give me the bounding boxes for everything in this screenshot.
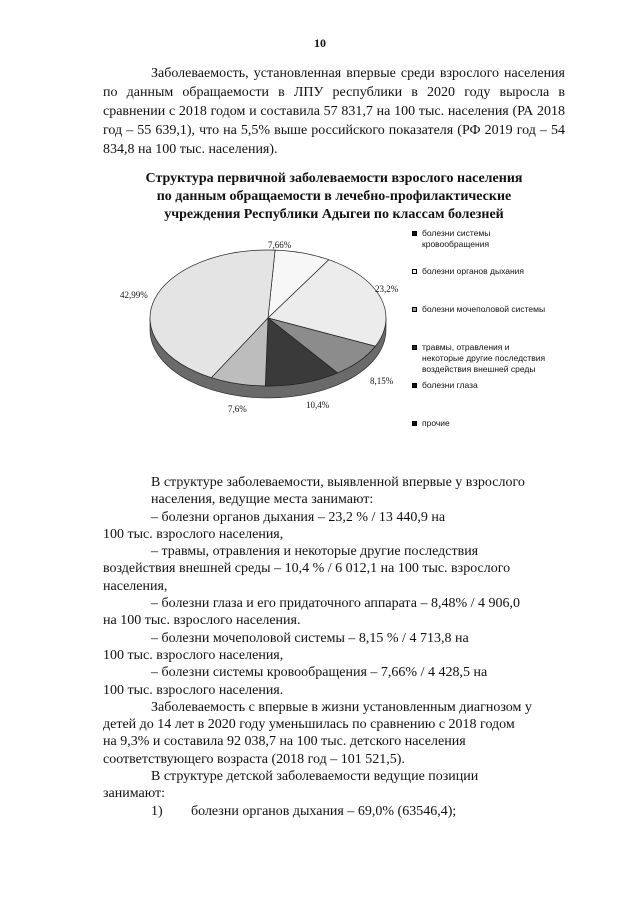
body-line: 100 тыс. взрослого населения. xyxy=(103,682,284,698)
legend-swatch xyxy=(412,383,417,388)
legend-label: болезни органов дыхания xyxy=(422,266,524,276)
legend-swatch xyxy=(412,345,417,350)
body-line: соответствующего возраста (2018 год – 101 521,5). xyxy=(103,751,405,767)
page-number: 10 xyxy=(314,36,326,50)
body-line: 100 тыс. взрослого населения, xyxy=(103,526,284,542)
list-item xyxy=(103,803,568,820)
chart-title-line: учреждения Республики Адыгеи по классам болезней xyxy=(164,207,504,222)
body-line: – болезни системы кровообращения – 7,66% / 4 428,5 на xyxy=(151,665,488,681)
body-text xyxy=(103,474,568,820)
legend-label: травмы, отравления и xyxy=(422,342,510,352)
body-line: В структуре заболеваемости, выявленной впервые у взрослого xyxy=(151,475,525,490)
body-line: – болезни мочеполовой системы – 8,15 % / 4 713,8 на xyxy=(151,630,469,646)
list-item-text: болезни органов дыхания – 69,0% (63546,4); xyxy=(191,803,457,819)
slice-label-genitourinary: 8,15% xyxy=(370,376,394,386)
body-line: 100 тыс. взрослого населения, xyxy=(103,647,284,663)
slice-label-circulatory: 7,66% xyxy=(268,240,292,250)
legend-label: кровообращения xyxy=(422,239,490,249)
chart-title-line: по данным обращаемости в лечебно-профилактические xyxy=(156,189,512,204)
legend-label: болезни системы xyxy=(422,228,491,238)
slice-label-respiratory: 23,2% xyxy=(375,284,399,294)
legend-label: болезни глаза xyxy=(422,380,478,390)
body-line: на 100 тыс. взрослого населения. xyxy=(103,613,301,629)
legend-label: воздействия внешней среды xyxy=(422,364,536,374)
legend-swatch xyxy=(412,307,417,312)
body-line: населения, ведущие места занимают: xyxy=(151,492,374,508)
legend-swatch xyxy=(412,421,417,426)
legend-label: некоторые другие последствия xyxy=(422,353,546,363)
body-line: – болезни глаза и его придаточного аппарата – 8,48% / 4 906,0 xyxy=(151,596,520,612)
legend-item-respiratory xyxy=(412,266,592,277)
body-line: В структуре детской заболеваемости ведущие позиции xyxy=(151,769,479,785)
legend-item-genitourinary xyxy=(412,304,592,315)
body-line: детей до 14 лет в 2020 году уменьшилась по сравнению с 2018 годом xyxy=(103,717,515,733)
legend-label: прочие xyxy=(422,418,450,428)
legend-item-eye xyxy=(412,380,592,391)
legend-item-other xyxy=(412,418,592,429)
body-line: воздействия внешней среды – 10,4 % / 6 012,1 на 100 тыс. взрослого xyxy=(103,561,511,577)
legend-swatch xyxy=(412,269,417,274)
pie-chart xyxy=(118,230,418,430)
intro-paragraph: Заболеваемость, установленная впервые среди взрослого населения по данным обращаемости в ЛПУ республики в 2020 году выросла в сравнении с 2018 годом и составила 57 831,7 на 100 тыс. населения (РА 2018 год – 55 639,1), что на 5,5% выше российского показателя (РФ 2019 год – 54 834,8 на 100 тыс. населения). xyxy=(103,66,565,157)
body-line: – болезни органов дыхания – 23,2 % / 13 440,9 на xyxy=(151,509,446,525)
chart-title xyxy=(103,170,565,224)
slice-label-injuries: 10,4% xyxy=(306,400,330,410)
legend-item-circulatory xyxy=(412,228,592,250)
body-line: Заболеваемость с впервые в жизни установленным диагнозом у xyxy=(151,699,532,715)
legend-item-injuries xyxy=(412,342,592,375)
legend-label: болезни мочеполовой системы xyxy=(422,304,546,314)
body-line: населения, xyxy=(103,578,168,594)
body-line: на 9,3% и составила 92 038,7 на 100 тыс. детского населения xyxy=(103,734,466,750)
body-line: занимают: xyxy=(103,786,165,802)
slice-label-eye: 7,6% xyxy=(228,404,247,414)
slice-label-other: 42,99% xyxy=(120,290,148,300)
legend-swatch xyxy=(412,231,417,236)
body-line: – травмы, отравления и некоторые другие последствия xyxy=(151,544,479,560)
chart-title-line: Структура первичной заболеваемости взрослого населения xyxy=(145,171,523,186)
list-item-number: 1) xyxy=(151,803,163,819)
